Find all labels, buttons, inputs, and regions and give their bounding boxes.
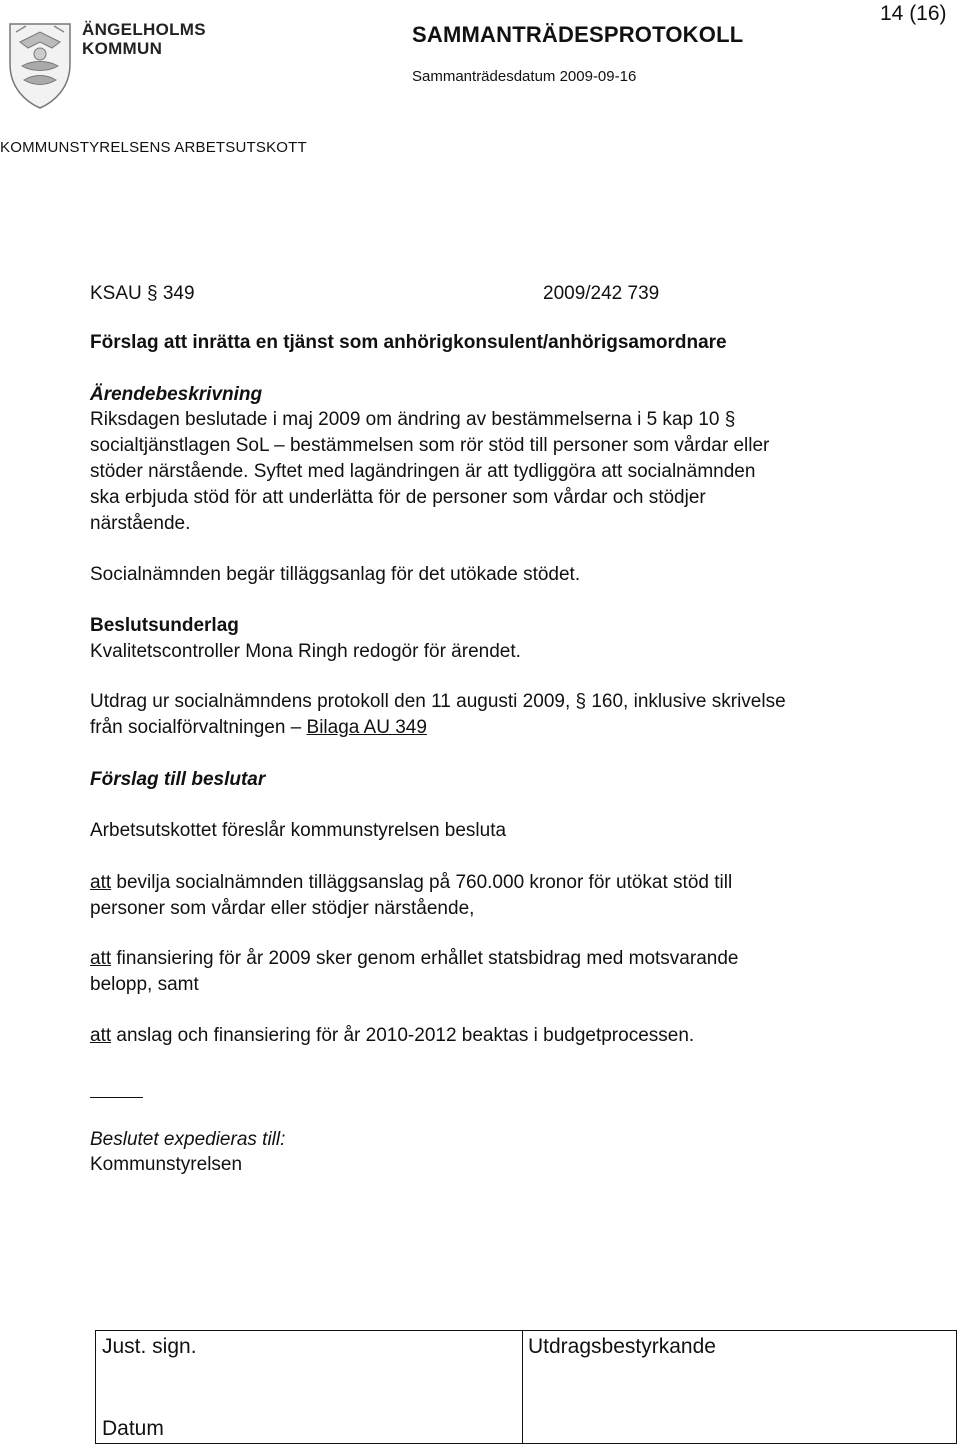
basis-extract	[90, 689, 910, 741]
separator-line	[90, 1097, 143, 1098]
basis-line-3	[90, 715, 910, 741]
logo-wordmark	[82, 20, 206, 58]
attachment-link[interactable]: Bilaga AU 349	[306, 717, 427, 738]
signature-box	[95, 1330, 957, 1444]
description-heading: Ärendebeskrivning	[90, 384, 263, 405]
dispatch-recipient: Kommunstyrelsen	[90, 1154, 243, 1175]
municipality-logo	[2, 18, 206, 110]
proposal-heading: Förslag till beslutar	[90, 769, 266, 790]
decision-text: belopp, samt	[90, 974, 199, 995]
date-label: Datum	[102, 1417, 164, 1440]
basis-line-3-prefix: från socialförvaltningen –	[90, 717, 307, 738]
decision-text: bevilja socialnämnden tilläggsanslag på 760.000 kronor för utökat stöd till	[111, 872, 733, 893]
document-title: SAMMANTRÄDESPROTOKOLL	[412, 22, 744, 47]
description-line: Riksdagen beslutade i maj 2009 om ändring av bestämmelserna i 5 kap 10 §	[90, 409, 736, 430]
att-word: att	[90, 1025, 112, 1046]
just-sign-label: Just. sign.	[102, 1335, 197, 1358]
att-word: att	[90, 948, 112, 969]
decision-text: personer som vårdar eller stödjer närstående,	[90, 898, 475, 919]
description-line: närstående.	[90, 513, 191, 534]
logo-line-2: KOMMUN	[82, 39, 163, 58]
description-line: stöder närstående. Syftet med lagändringen är att tydliggöra att socialnämnden	[90, 461, 756, 482]
decision-item-2	[90, 946, 910, 998]
proposal-intro: Arbetsutskottet föreslår kommunstyrelsen besluta	[90, 820, 507, 841]
decision-text: anslag och finansiering för år 2010-2012 beaktas i budgetprocessen.	[111, 1025, 695, 1046]
basis-heading: Beslutsunderlag	[90, 615, 239, 636]
description-line: socialtjänstlagen SoL – bestämmelsen som rör stöd till personer som vårdar eller	[90, 435, 770, 456]
case-title: Förslag att inrätta en tjänst som anhörigkonsulent/anhörigsamordnare	[90, 332, 727, 353]
description-text	[90, 407, 910, 537]
decision-item-3	[90, 1023, 910, 1049]
decision-item-1	[90, 870, 910, 922]
dispatch-heading: Beslutet expedieras till:	[90, 1129, 286, 1150]
committee-name: KOMMUNSTYRELSENS ARBETSUTSKOTT	[0, 139, 307, 156]
case-id: KSAU § 349	[90, 283, 195, 304]
basis-line-2: Utdrag ur socialnämndens protokoll den 11 augusti 2009, § 160, inklusive skrivelse	[90, 691, 786, 712]
basis-line-1: Kvalitetscontroller Mona Ringh redogör för ärendet.	[90, 641, 521, 662]
logo-line-1: ÄNGELHOLMS	[82, 20, 206, 39]
coat-of-arms-icon	[2, 18, 78, 110]
page-number: 14 (16)	[880, 2, 947, 25]
request-text: Socialnämnden begär tilläggsanlag för det utökade stödet.	[90, 564, 581, 585]
extract-certifier-label: Utdragsbestyrkande	[528, 1335, 716, 1358]
description-line: ska erbjuda stöd för att underlätta för de personer som vårdar och stödjer	[90, 487, 706, 508]
decision-text: finansiering för år 2009 sker genom erhållet statsbidrag med motsvarande	[111, 948, 739, 969]
att-word: att	[90, 872, 112, 893]
meeting-date: Sammanträdesdatum 2009-09-16	[412, 68, 637, 85]
case-dnr: 2009/242 739	[543, 283, 660, 304]
signature-box-divider	[522, 1331, 523, 1443]
